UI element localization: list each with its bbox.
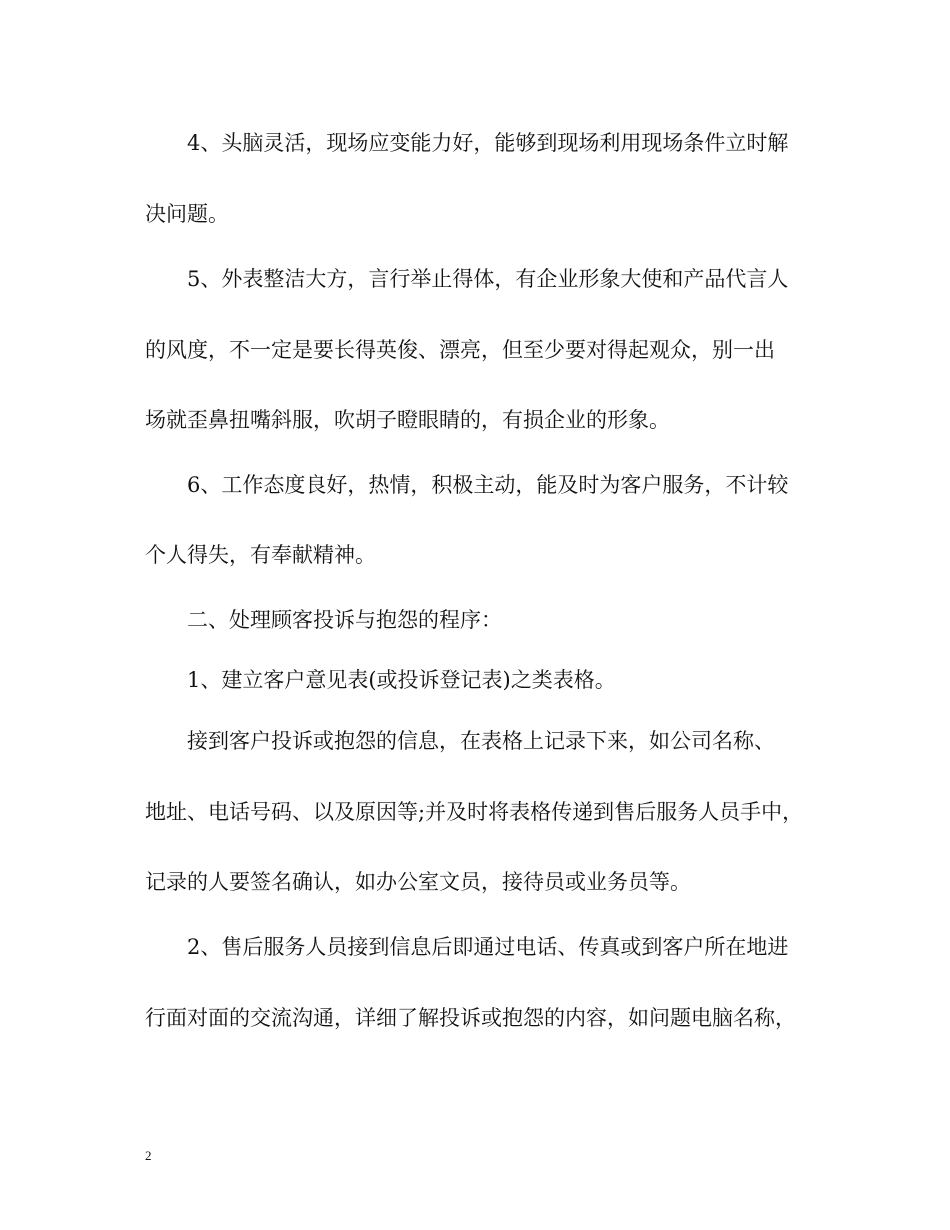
text-line-14: 行面对面的交流沟通，详细了解投诉或抱怨的内容，如问题电脑名称， bbox=[145, 1006, 796, 1030]
text-line-1: 4、头脑灵活，现场应变能力好，能够到现场利用现场条件立时解 bbox=[187, 131, 789, 155]
text-line-12: 记录的人要签名确认，如办公室文员，接待员或业务员等。 bbox=[145, 870, 691, 894]
text-line-2: 决问题。 bbox=[145, 202, 229, 226]
text-line-5: 场就歪鼻扭嘴斜服，吹胡子瞪眼睛的，有损企业的形象。 bbox=[145, 408, 670, 432]
text-line-13: 2、售后服务人员接到信息后即通过电话、传真或到客户所在地进 bbox=[187, 935, 789, 959]
section-heading: 二、处理顾客投诉与抱怨的程序： bbox=[187, 608, 502, 632]
text-line-7: 个人得失，有奉献精神。 bbox=[145, 543, 376, 567]
text-line-10: 接到客户投诉或抱怨的信息，在表格上记录下来，如公司名称、 bbox=[187, 729, 775, 753]
text-line-6: 6、工作态度良好，热情，积极主动，能及时为客户服务，不计较 bbox=[187, 473, 789, 497]
text-line-3: 5、外表整洁大方，言行举止得体，有企业形象大使和产品代言人 bbox=[187, 267, 789, 291]
text-line-4: 的风度，不一定是要长得英俊、漂亮，但至少要对得起观众，别一出 bbox=[145, 338, 775, 362]
text-line-11: 地址、电话号码、以及原因等;并及时将表格传递到售后服务人员手中， bbox=[145, 800, 804, 824]
page-number: 2 bbox=[145, 1148, 152, 1163]
text-line-9: 1、建立客户意见表(或投诉登记表)之类表格。 bbox=[187, 668, 616, 692]
